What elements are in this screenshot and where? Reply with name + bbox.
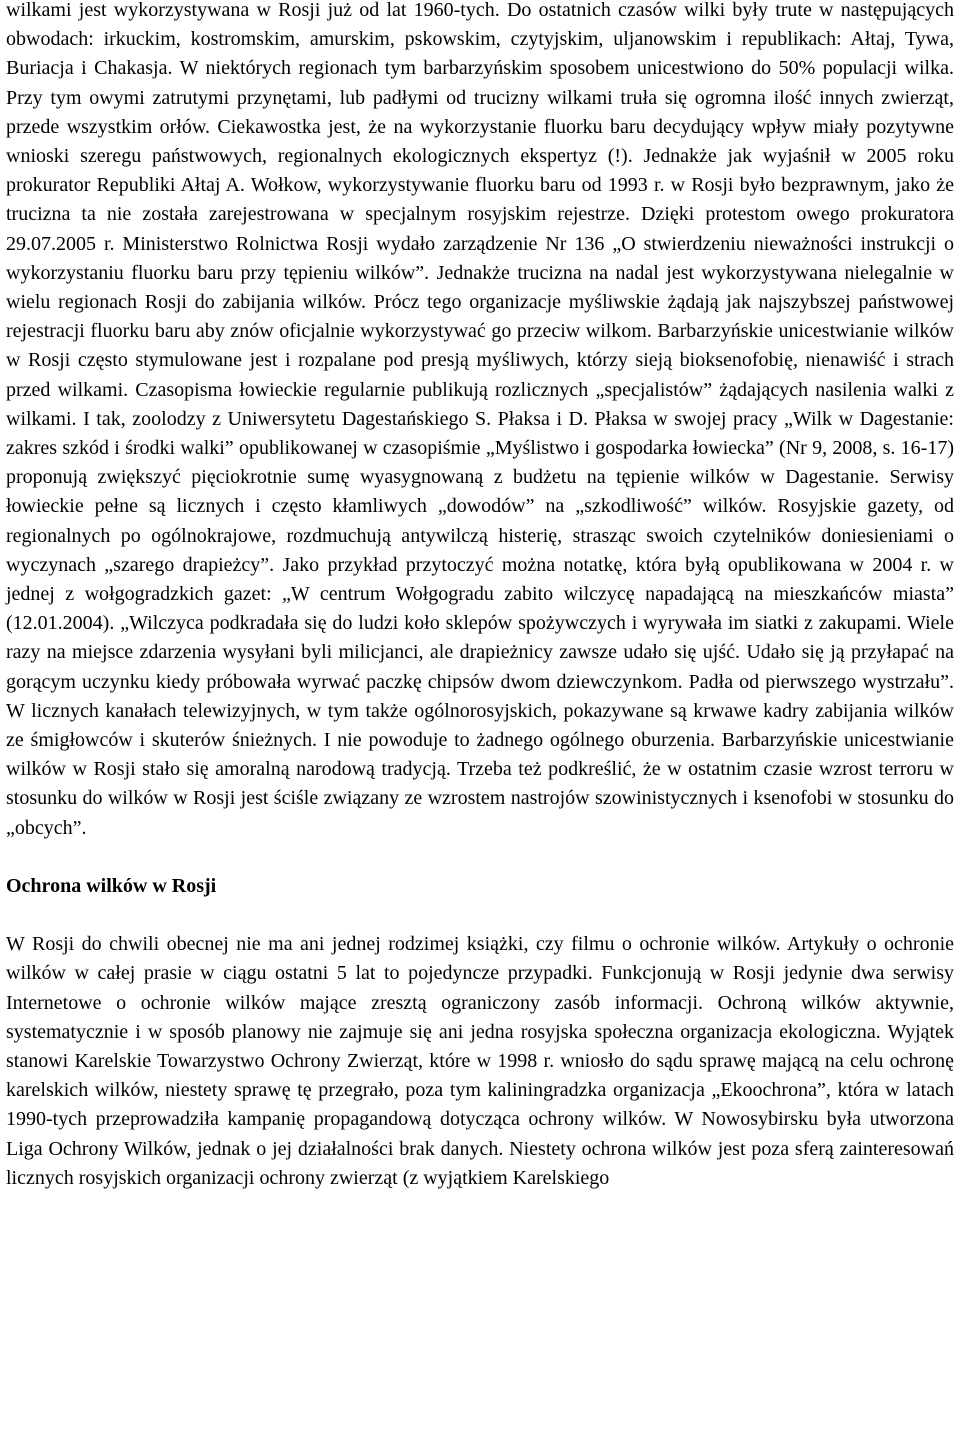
section-heading: Ochrona wilków w Rosji (6, 874, 217, 897)
body-paragraph: W Rosji do chwili obecnej nie ma ani jednej rodzimej książki, czy filmu o ochronie wilków. Artykuły o ochronie wilków w całej prasie w ciągu ostatni 5 lat to pojedyncze przypadki. Funkcjonują w Rosji jedynie dwa serwisy Internetowe o ochronie wilków mające zresztą ograniczony zasób informacji. Ochroną wilków aktywnie, systematycznie i w sposób planowy nie zajmuje się ani jedna rosyjska społeczna organizacja ekologiczna. Wyjątek stanowi Karelskie Towarzystwo Ochrony Zwierząt, które w 1998 r. wniosło do sądu sprawę mającą na celu ochronę karelskich wilków, niestety sprawę tę przegrało, poza tym kaliningradzka organizacja „Ekoochrona”, która w latach 1990-tych przeprowadziła kampanię propagandową dotycząca ochrony wilków. W Nowosybirsku była utworzona Liga Ochrony Wilków, jednak o jej działalności brak danych. Niestety ochrona wilków jest poza sferą zainteresowań licznych rosyjskich organizacji ochrony zwierząt (z wyjątkiem Karelskiego (6, 933, 954, 1189)
document-page (6, 0, 954, 1193)
body-paragraph: wilkami jest wykorzystywana w Rosji już od lat 1960-tych. Do ostatnich czasów wilki były trute w następujących obwodach: irkuckim, kostromskim, amurskim, pskowskim, czytyjskim, uljanowskim i republikach: Ałtaj, Tywa, Buriacja i Chakasja. W niektórych regionach tym barbarzyńskim sposobem unicestwiono do 50% populacji wilka. Przy tym owymi zatrutymi przynętami, lub padłymi od trucizny wilkami truła się ogromna ilość innych zwierząt, przede wszystkim orłów. Ciekawostka jest, że na wykorzystanie fluorku baru decydujący wpływ miały pozytywne wnioski szeregu państwowych, regionalnych ekologicznych ekspertyz (!). Jednakże jak wyjaśnił w 2005 roku prokurator Republiki Ałtaj A. Wołkow, wykorzystywanie fluorku baru od 1993 r. w Rosji było bezprawnym, jako że trucizna ta nie została zarejestrowana w specjalnym rosyjskim rejestrze. Dzięki protestom owego prokuratora 29.07.2005 r. Ministerstwo Rolnictwa Rosji wydało zarządzenie Nr 136 „O stwierdzeniu nieważności instrukcji o wykorzystaniu fluorku baru przy tępieniu wilków”. Jednakże trucizna na nadal jest wykorzystywana nielegalnie w wielu regionach Rosji do zabijania wilków. Prócz tego organizacje myśliwskie żądają jak najszybszej państwowej rejestracji fluorku baru aby znów oficjalnie wykorzystywać go przeciw wilkom. Barbarzyńskie unicestwianie wilków w Rosji często stymulowane jest i rozpalane pod presją myśliwych, którzy sieją bioksenofobię, nienawiść i strach przed wilkami. Czasopisma łowieckie regularnie publikują rozlicznych „specjalistów” żądających nasilenia walki z wilkami. I tak, zoolodzy z Uniwersytetu Dagestańskiego S. Płaksa i D. Płaksa w swojej pracy „Wilk w Dagestanie: zakres szkód i środki walki” opublikowanej w czasopiśmie „Myślistwo i gospodarka łowiecka” (Nr 9, 2008, s. 16-17) proponują zwiększyć pięciokrotnie sumę wyasygnowaną z budżetu na tępienie wilków w Dagestanie. Serwisy łowieckie pełne są licznych i często kłamliwych „dowodów” na „szkodliwość” wilków. Rosyjskie gazety, od regionalnych po ogólnokrajowe, rozdmuchują antywilczą histerię, strasząc swoich czytelników doniesieniami o wyczynach „szarego drapieżcy”. Jako przykład przytoczyć można notatkę, która byłą opublikowana w 2004 r. w jednej z wołgogradzkich gazet: „W centrum Wołgogradu zabito wilczycę napadającą na mieszkańców miasta” (12.01.2004). „Wilczyca podkradała się do ludzi koło sklepów spożywczych i wyrywała im siatki z zakupami. Wiele razy na miejsce zdarzenia wysyłani byli milicjanci, ale drapieżnicy zawsze udało się ujść. Udało się ją przyłapać na gorącym uczynku kiedy próbowała wyrwać paczkę chipsów dwom dziewczynkom. Padła od pierwszego wystrzału”. W licznych kanałach telewizyjnych, w tym także ogólnorosyjskich, pokazywane są krwawe kadry zabijania wilków ze śmigłowców i skuterów śnieżnych. I nie powoduje to żadnego ogólnego oburzenia. Barbarzyńskie unicestwianie wilków w Rosji stało się amoralną narodową tradycją. Trzeba też podkreślić, że w ostatnim czasie wzrost terroru w stosunku do wilków w Rosji jest ściśle związany ze wzrostem nastrojów szowinistycznych i ksenofobi w stosunku do „obcych”. (6, 0, 954, 839)
